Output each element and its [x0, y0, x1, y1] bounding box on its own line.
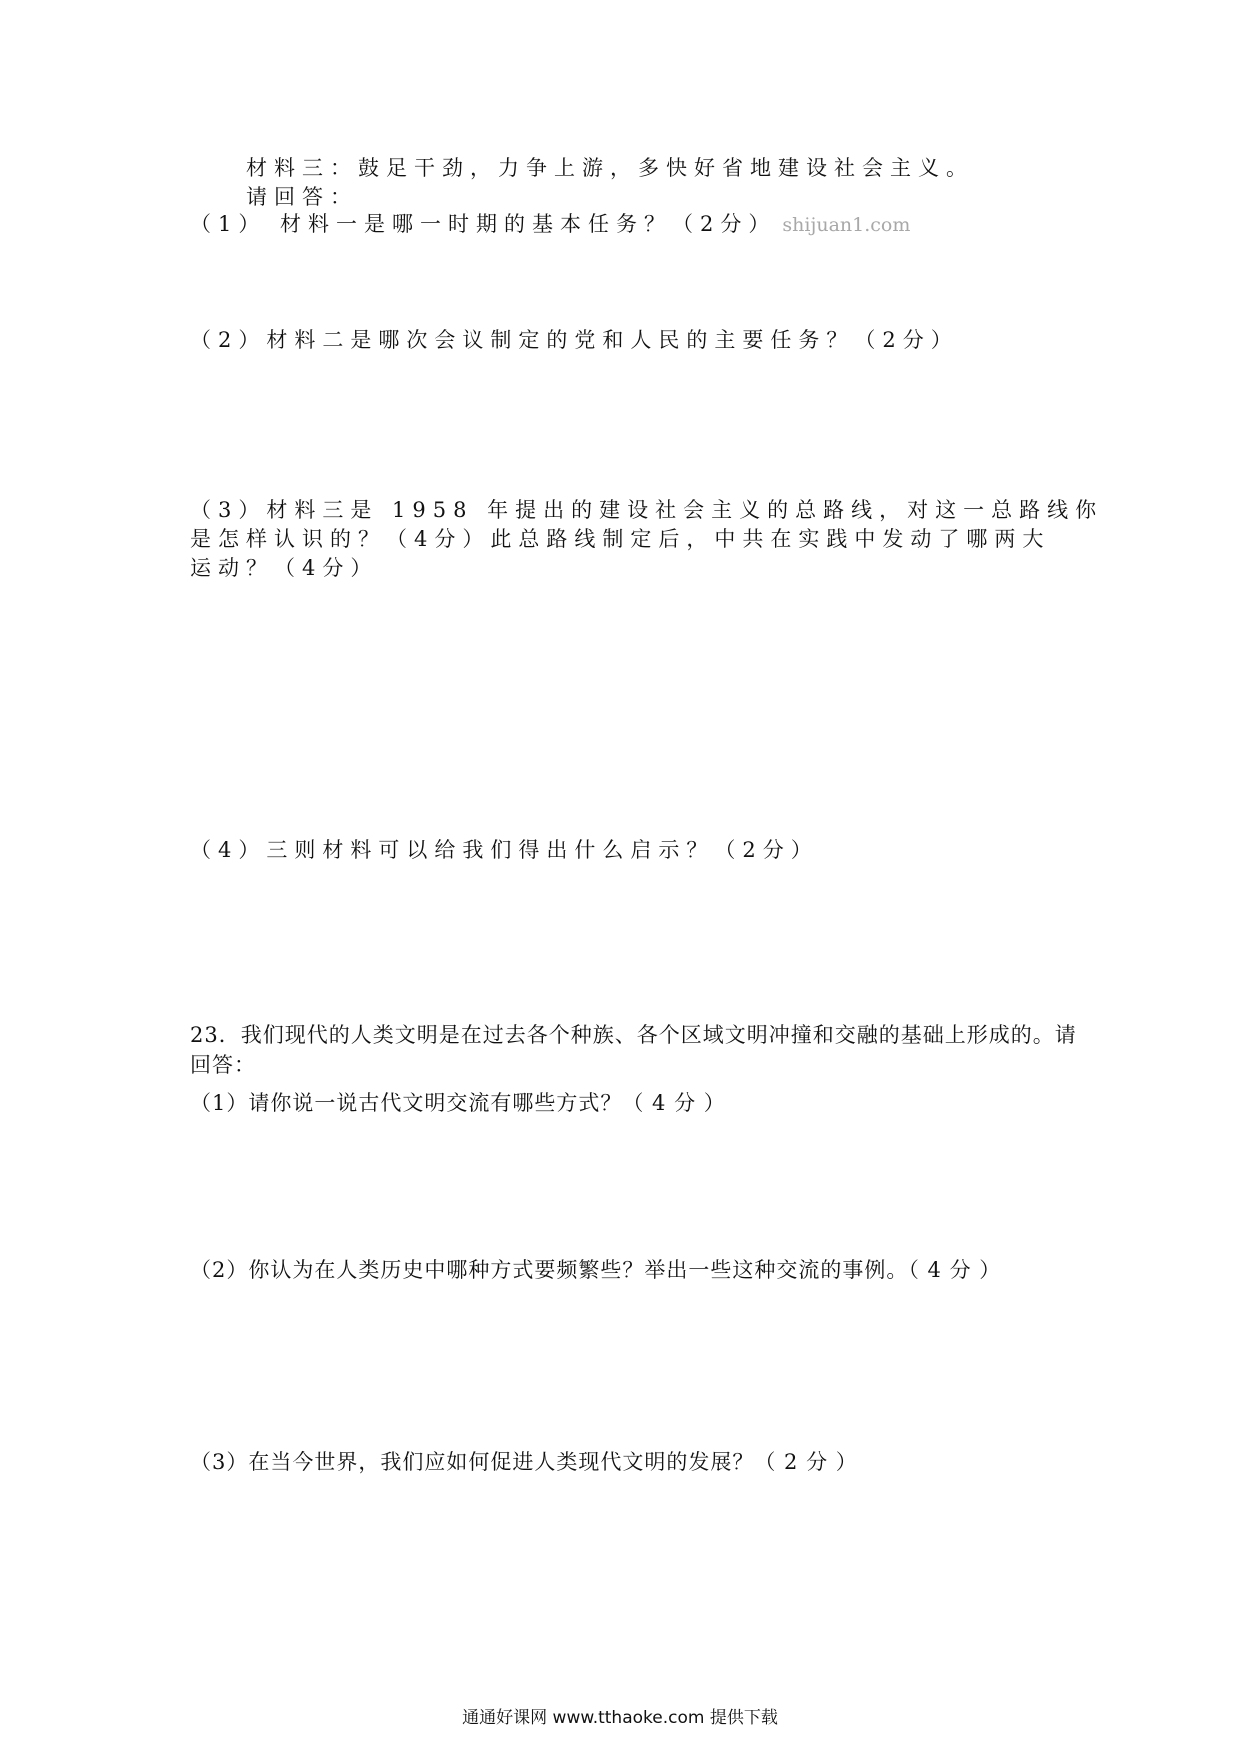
q22-part3-line2: 是怎样认识的？（4分）此总路线制定后，中共在实践中发动了哪两大 [190, 527, 1051, 551]
answer-prompt: 请回答： [246, 185, 358, 209]
q22-part1-text: （1） 材料一是哪一时期的基本任务？（2分） [190, 212, 777, 236]
q22-part3-line1: （3）材料三是 1958 年提出的建设社会主义的总路线，对这一总路线你 [190, 498, 1104, 522]
q23-stem-line1: 23．我们现代的人类文明是在过去各个种族、各个区域文明冲撞和交融的基础上形成的。请 [190, 1023, 1077, 1047]
page-footer: 通通好课网 www.tthaoke.com 提供下载 [462, 1708, 778, 1728]
material-three-text: 鼓足干劲，力争上游，多快好省地建设社会主义。 [358, 156, 974, 180]
q23-part1: （1）请你说一说古代文明交流有哪些方式？（ 4 分 ） [190, 1091, 726, 1115]
q23-part2: （2）你认为在人类历史中哪种方式要频繁些？举出一些这种交流的事例。（ 4 分 ） [190, 1258, 1002, 1282]
material-three [246, 153, 974, 183]
q22-part4: （4）三则材料可以给我们得出什么启示？（2分） [190, 838, 819, 862]
q22-part1 [190, 209, 910, 240]
q23-part3: （3）在当今世界，我们应如何促进人类现代文明的发展？（ 2 分 ） [190, 1450, 858, 1474]
q22-part2: （2）材料二是哪次会议制定的党和人民的主要任务？（2分） [190, 328, 959, 352]
q22-part3-line3: 运动？（4分） [190, 556, 379, 580]
material-three-label: 材料三： [246, 156, 358, 180]
watermark-text: shijuan1.com [782, 214, 911, 236]
q23-stem-line2: 回答： [190, 1053, 256, 1077]
